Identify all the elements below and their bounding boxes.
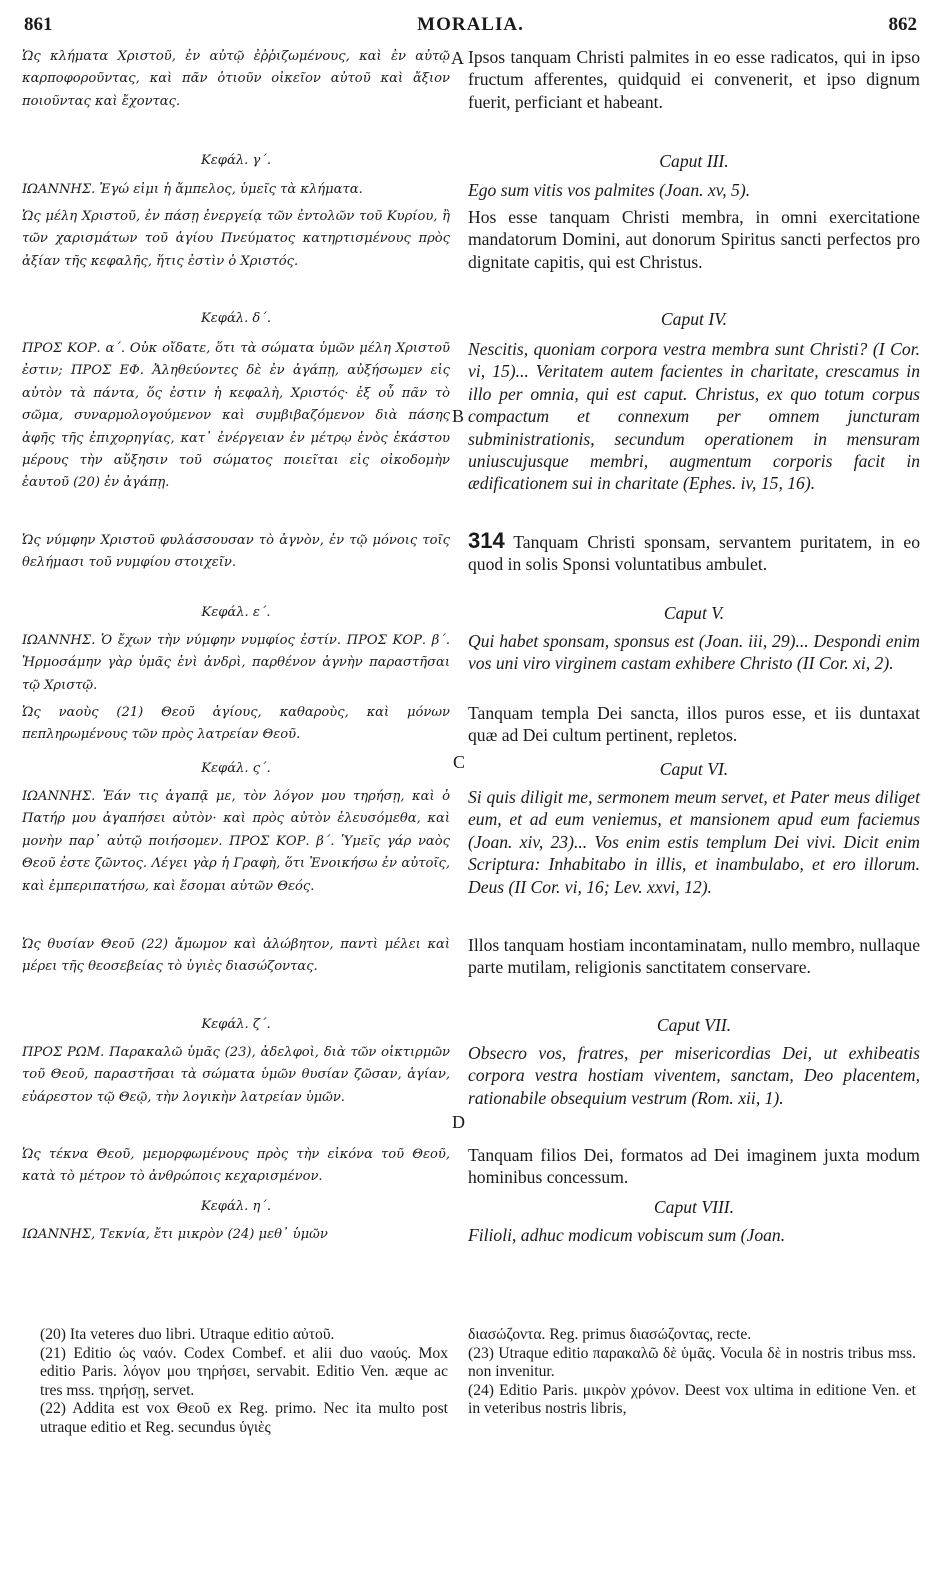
margin-letter-d: D	[452, 1112, 465, 1132]
greek-para: Ὡς τέκνα Θεοῦ, μεμορφωμένους πρὸς τὴν εἰκόνα τοῦ Θεοῦ, κατὰ τὸ μέτρον τὸ ἀνθρώποις κεχαρισμένον.	[22, 1147, 450, 1185]
greek-para: ΙΩΑΝΝΗΣ. Ὁ ἔχων τὴν νύμφην νυμφίος ἐστίν. ΠΡΟΣ ΚΟΡ. β΄. Ἡρμοσάμην γὰρ ὑμᾶς ἑνὶ ἀνδρὶ, παρθένον ἁγνὴν παραστῆσαι τῷ Χριστῷ.	[22, 633, 450, 693]
page-number-left: 861	[24, 14, 53, 35]
latin-chapter-heading: Caput IV.	[660, 309, 728, 329]
greek-para: Ὡς ναοὺς (21) Θεοῦ ἁγίους, καθαροὺς, καὶ μόνων πεπληρωμένους τῶν πρὸς λατρείαν Θεοῦ.	[22, 705, 450, 743]
footnote: (22) Addita est vox Θεοῦ ex Reg. primo. Nec ita multo post utraque editio et Reg. secundus ὑγιὲς	[40, 1400, 448, 1436]
latin-para: Tanquam templa Dei sancta, illos puros esse, et iis duntaxat quæ ad Dei cultum pertinent, repletos.	[468, 703, 920, 746]
greek-chapter-heading: Κεφάλ. ς΄.	[201, 761, 271, 776]
latin-scripture: Ego sum vitis vos palmites (Joan. xv, 5).	[468, 180, 751, 200]
greek-chapter-heading: Κεφάλ. ζ΄.	[201, 1017, 271, 1032]
greek-chapter-heading: Κεφάλ. δ΄.	[200, 311, 272, 326]
latin-para: Tanquam filios Dei, formatos ad Dei imaginem juxta modum hominibus concessum.	[468, 1145, 920, 1188]
margin-letter-b: B	[452, 406, 465, 426]
footnote: (20) Ita veteres duo libri. Utraque editio αὐτοῦ.	[40, 1326, 335, 1343]
margin-letter-a: A	[451, 48, 464, 68]
greek-para: ΠΡΟΣ ΡΩΜ. Παρακαλῶ ὑμᾶς (23), ἀδελφοὶ, διὰ τῶν οἰκτιρμῶν τοῦ Θεοῦ, παραστῆσαι τὰ σώματα ὑμῶν θυσίαν ζῶσαν, ἁγίαν, εὐάρεστον τῷ Θεῷ, τὴν λογικὴν λατρείαν ὑμῶν.	[22, 1045, 450, 1105]
greek-para: ΙΩΑΝΝΗΣ, Τεκνία, ἔτι μικρὸν (24) μεθ᾽ ὑμῶν	[22, 1227, 328, 1242]
footnote: (24) Editio Paris. μικρὸν χρόνον. Deest vox ultima in editione Ven. et in veteribus nostris libris,	[468, 1381, 916, 1418]
latin-para: Ipsos tanquam Christi palmites in eo esse radicatos, qui in ipso fructum afferentes, quidquid ei convenerit, et ipso dignum fuerit, perficiant et habeant.	[468, 47, 920, 112]
page-number-right: 862	[888, 14, 917, 35]
latin-chapter-heading: Caput VII.	[656, 1015, 732, 1035]
latin-para-314	[468, 530, 920, 576]
greek-para: ΠΡΟΣ ΚΟΡ. α΄. Οὐκ οἴδατε, ὅτι τὰ σώματα ὑμῶν μέλη Χριστοῦ ἐστιν; ΠΡΟΣ ΕΦ. Ἀληθεύοντες δὲ ἐν ἀγάπῃ, αὐξήσωμεν εἰς αὐτὸν τὰ πάντα, ὅς ἐστιν ἡ κεφαλὴ, Χριστός· ἐξ οὗ πᾶν τὸ σῶμα, συναρμολογούμενον καὶ συμβιβαζόμενον διὰ πάσης ἁφῆς τῆς ἐπιχορηγίας, κατ᾽ ἐνέργειαν ἐν μέτρῳ ἑνὸς ἑκάστου μέρους τὴν αὔξησιν τοῦ σώματος ποιεῖται εἰς οἰκοδομὴν ἑαυτοῦ (20) ἐν ἀγάπῃ.	[22, 341, 450, 491]
margin-letter-c: C	[453, 752, 466, 772]
greek-para: Ὡς κλήματα Χριστοῦ, ἐν αὐτῷ ἐῤῥιζωμένους, καὶ ἐν αὐτῷ καρποφοροῦντας, καὶ πᾶν ὁτιοῦν οἰκεῖον αὐτοῦ καὶ ἄξιον ποιοῦντας καὶ ἔχοντας.	[22, 49, 450, 109]
latin-chapter-heading: Caput V.	[663, 603, 725, 623]
footnote: (23) Utraque editio παρακαλῶ δὲ ὑμᾶς. Vocula δὲ in nostris tribus mss. non invenitur.	[468, 1344, 916, 1381]
latin-scripture: Nescitis, quoniam corpora vestra membra sunt Christi? (I Cor. vi, 15)... Veritatem autem facientes in charitate, crescamus in illo per omnia, qui est caput. Christus, ex quo totum corpus compactum et connexum per omnem juncturam subministrationis, secundum operationem in mensuram uniuscujusque membri, augmentum corporis facit in ædificationem sui in charitate (Ephes. iv, 15, 16).	[468, 339, 920, 494]
greek-para: Ὡς νύμφην Χριστοῦ φυλάσσουσαν τὸ ἁγνὸν, ἐν τῷ μόνοις τοῖς θελήμασι τοῦ νυμφίου στοιχεῖν.	[22, 533, 450, 571]
greek-para: ΙΩΑΝΝΗΣ. Ἐγώ εἰμι ἡ ἄμπελος, ὑμεῖς τὰ κλήματα.	[22, 182, 363, 197]
greek-chapter-heading: Κεφάλ. γ΄.	[201, 153, 271, 168]
latin-scripture: Obsecro vos, fratres, per misericordias Dei, ut exhibeatis corpora vestra hostiam viventem, sanctam, Deo placentem, rationabile obsequium vestrum (Rom. xii, 1).	[468, 1043, 920, 1108]
footnote: διασώζοντα. Reg. primus διασώζοντας, recte.	[468, 1326, 752, 1343]
latin-para: Illos tanquam hostiam incontaminatam, nullo membro, nullaque parte mutilam, religionis sanctitatem conservare.	[468, 935, 920, 978]
latin-para-text: Tanquam Christi sponsam, servantem puritatem, in eo quod in solis Sponsi voluntatibus ambulet.	[468, 532, 920, 575]
latin-scripture: Si quis diligit me, sermonem meum servet, et Pater meus diliget eum, et ad eum veniemus, et mansionem apud eum faciemus (Joan. xiv, 23)... Vos enim estis templum Dei vivi. Dicit enim Scriptura: Inhabitabo in illis, et inambulabo, et ero illorum. Deus (II Cor. vi, 16; Lev. xxvi, 12).	[468, 787, 920, 897]
greek-chapter-heading: Κεφάλ. ε΄.	[201, 605, 271, 620]
latin-chapter-heading: Caput VI.	[659, 759, 729, 779]
greek-para: Ὡς θυσίαν Θεοῦ (22) ἄμωμον καὶ ἀλώβητον, παντὶ μέλει καὶ μέρει τῆς θεοσεβείας τὸ ὑγιὲς διασώζοντας.	[22, 937, 450, 975]
latin-scripture: Qui habet sponsam, sponsus est (Joan. iii, 29)... Despondi enim vos uni viro virginem castam exhibere Christo (II Cor. xi, 2).	[468, 631, 920, 674]
greek-para: Ὡς μέλη Χριστοῦ, ἐν πάσῃ ἐνεργείᾳ τῶν ἐντολῶν τοῦ Κυρίου, ἢ τῶν χαρισμάτων τοῦ ἁγίου Πνεύματος κατηρτισμένους πρὸς ἀξίαν τῆς κεφαλῆς, ἥτις ἐστὶν ὁ Χριστός.	[22, 209, 450, 269]
footnote: (21) Editio ὡς ναόν. Codex Combef. et alii duo ναούς. Mox editio Paris. λόγον μου τηρήσει, servabit. Editio Ven. æque ac tres mss. τηρήσῃ, servet.	[40, 1344, 448, 1399]
footnotes-right	[468, 1326, 916, 1419]
section-number: 314	[468, 528, 505, 553]
greek-chapter-heading: Κεφάλ. η΄.	[201, 1199, 271, 1214]
running-header	[24, 14, 917, 40]
running-title: MORALIA.	[417, 14, 524, 35]
latin-scripture: Filioli, adhuc modicum vobiscum sum (Joan.	[468, 1225, 786, 1245]
latin-chapter-heading: Caput III.	[659, 151, 729, 171]
latin-chapter-heading: Caput VIII.	[653, 1197, 735, 1217]
latin-para: Hos esse tanquam Christi membra, in omni exercitatione mandatorum Domini, aut donorum Spiritus sancti perfectos pro dignitate capitis, qui est Christus.	[468, 207, 920, 272]
footnotes-left	[40, 1326, 448, 1438]
greek-para: ΙΩΑΝΝΗΣ. Ἐάν τις ἀγαπᾷ με, τὸν λόγον μου τηρήσῃ, καὶ ὁ Πατήρ μου ἀγαπήσει αὐτὸν· καὶ πρὸς αὐτὸν ἐλευσόμεθα, καὶ μονὴν παρ᾽ αὐτῷ ποιήσομεν. ΠΡΟΣ ΚΟΡ. β΄. Ὑμεῖς γάρ ναὸς Θεοῦ ἐστε ζῶντος. Λέγει γὰρ ἡ Γραφὴ, ὅτι Ἐνοικήσω ἐν αὐτοῖς, καὶ ἐμπεριπατήσω, καὶ ἔσομαι αὐτῶν Θεός.	[22, 789, 450, 894]
